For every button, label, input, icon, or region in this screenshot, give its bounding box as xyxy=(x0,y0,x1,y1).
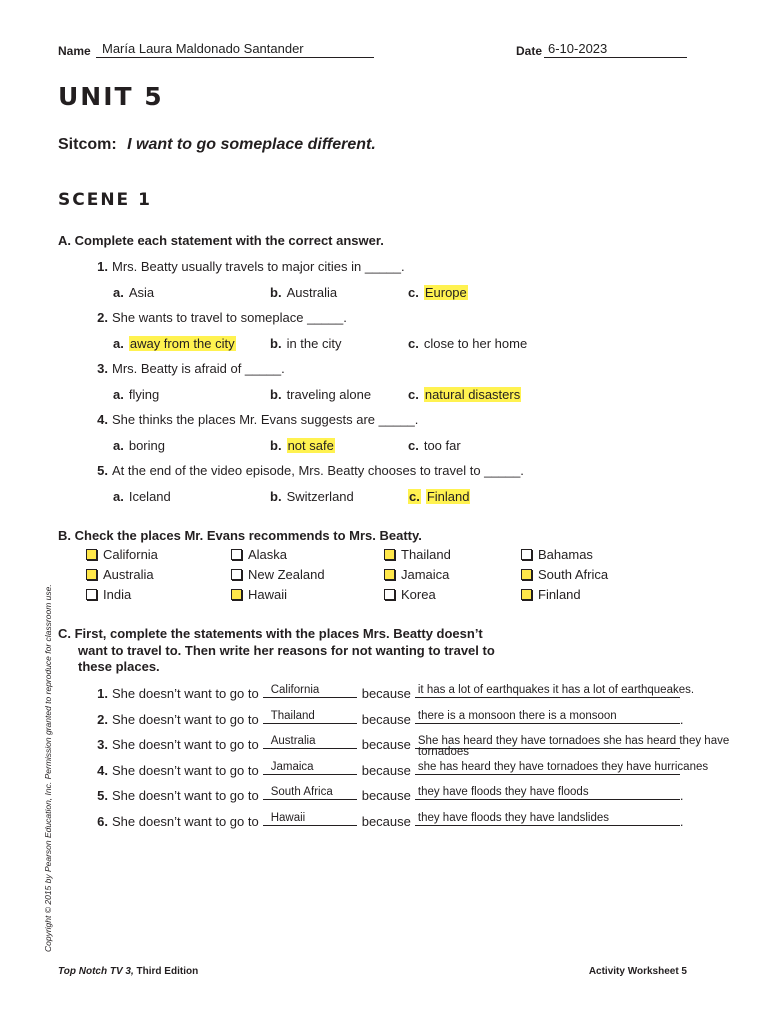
row-number: 4. xyxy=(97,762,108,778)
row-number: 3. xyxy=(97,737,108,753)
checkbox-icon[interactable] xyxy=(231,569,242,580)
option-text: natural disasters xyxy=(424,387,521,402)
because-label: because xyxy=(361,686,411,701)
reason-blank[interactable] xyxy=(415,813,680,826)
question xyxy=(88,310,347,325)
date-field[interactable] xyxy=(544,42,687,58)
reason-blank[interactable] xyxy=(415,787,680,800)
answer-option[interactable] xyxy=(270,387,371,402)
reason-answer: She has heard they have tornadoes she has heard they have tornadoes xyxy=(417,735,730,759)
checkbox-label: New Zealand xyxy=(248,567,325,582)
option-letter: c. xyxy=(409,489,420,504)
place-blank[interactable] xyxy=(263,685,357,698)
place-answer: California xyxy=(270,684,320,696)
place-checkbox[interactable] xyxy=(86,587,131,602)
sitcom-label: Sitcom: xyxy=(58,136,117,153)
place-checkbox[interactable] xyxy=(384,567,449,582)
option-text: not safe xyxy=(287,438,334,453)
question xyxy=(88,412,418,427)
question-text: She thinks the places Mr. Evans suggests are _____. xyxy=(112,412,419,427)
reason-row xyxy=(88,711,684,727)
row-number: 2. xyxy=(97,711,108,727)
reason-blank[interactable] xyxy=(415,711,680,724)
place-blank[interactable] xyxy=(263,736,357,749)
place-checkbox[interactable] xyxy=(231,567,325,582)
option-text: traveling alone xyxy=(286,387,372,402)
name-label: Name xyxy=(58,44,91,58)
question-text: Mrs. Beatty usually travels to major cities in _____. xyxy=(112,259,405,274)
section-c-heading-line: want to travel to. Then write her reasons for not wanting to travel to xyxy=(78,642,495,658)
option-text: Asia xyxy=(128,285,155,300)
checkbox-icon[interactable] xyxy=(521,549,532,560)
section-c-heading xyxy=(58,626,495,676)
place-answer: Thailand xyxy=(270,709,315,722)
row-prefix: She doesn’t want to go to xyxy=(112,711,259,727)
checkbox-icon[interactable] xyxy=(231,589,242,600)
option-letter: a. xyxy=(113,489,124,504)
question-number: 4. xyxy=(97,412,108,427)
sitcom-title: I want to go someplace different. xyxy=(127,136,376,153)
place-blank[interactable] xyxy=(263,762,357,775)
footer-worksheet: Activity Worksheet 5 xyxy=(588,966,687,977)
answer-option[interactable] xyxy=(113,336,236,351)
question xyxy=(88,361,285,376)
option-text: Australia xyxy=(286,285,338,300)
row-prefix: She doesn’t want to go to xyxy=(112,762,259,778)
place-checkbox[interactable] xyxy=(521,587,581,602)
place-checkbox[interactable] xyxy=(86,547,158,562)
row-end: . xyxy=(679,788,684,804)
answer-option[interactable] xyxy=(408,336,527,351)
answer-option[interactable] xyxy=(408,489,470,504)
option-text: Iceland xyxy=(128,489,171,504)
place-answer: Australia xyxy=(270,735,316,748)
place-blank[interactable] xyxy=(263,711,357,724)
checkbox-label: Australia xyxy=(103,567,154,582)
checkbox-label: Jamaica xyxy=(401,567,450,582)
copyright-notice: Copyright © 2015 by Pearson Education, Inc. Permission granted to reproduce for classroom use. xyxy=(43,584,53,952)
place-checkbox[interactable] xyxy=(384,547,451,562)
question-text: At the end of the video episode, Mrs. Beatty chooses to travel to _____. xyxy=(112,463,524,478)
checkbox-label: Finland xyxy=(538,587,581,602)
checkbox-label: California xyxy=(103,547,158,562)
answer-option[interactable] xyxy=(408,438,461,453)
place-checkbox[interactable] xyxy=(521,547,593,562)
option-letter: c. xyxy=(408,285,419,300)
reason-row xyxy=(88,760,709,778)
question-number: 3. xyxy=(97,361,108,376)
place-answer: South Africa xyxy=(270,786,333,799)
row-number: 6. xyxy=(97,814,108,829)
checkbox-icon[interactable] xyxy=(384,589,395,600)
row-prefix: She doesn’t want to go to xyxy=(112,686,259,701)
footer-book-title: Top Notch TV 3, xyxy=(58,966,134,977)
question-text: She wants to travel to someplace _____. xyxy=(112,310,347,325)
because-label: because xyxy=(361,711,411,727)
answer-option[interactable] xyxy=(408,387,521,402)
section-b-heading: B. Check the places Mr. Evans recommends to Mrs. Beatty. xyxy=(58,528,422,543)
option-letter: b. xyxy=(270,489,282,504)
checkbox-label: South Africa xyxy=(538,567,609,582)
checkbox-icon[interactable] xyxy=(86,549,97,560)
option-letter: c. xyxy=(408,336,419,351)
answer-option[interactable] xyxy=(270,438,335,453)
checkbox-label: Bahamas xyxy=(538,547,593,562)
checkbox-icon[interactable] xyxy=(521,569,532,580)
option-letter: b. xyxy=(270,336,282,351)
question-number: 2. xyxy=(97,310,108,325)
row-prefix: She doesn’t want to go to xyxy=(112,737,259,753)
because-label: because xyxy=(361,788,411,804)
scene-title: SCENE 1 xyxy=(58,190,152,210)
section-c-heading-line: C. First, complete the statements with the places Mrs. Beatty doesn’t xyxy=(58,626,483,641)
footer-edition: Third Edition xyxy=(133,966,199,977)
option-letter: c. xyxy=(408,438,419,453)
date-label: Date xyxy=(516,44,543,58)
place-blank[interactable] xyxy=(263,787,357,800)
option-text: Europe xyxy=(424,285,467,300)
answer-option[interactable] xyxy=(113,438,165,453)
question xyxy=(88,259,405,274)
option-text: too far xyxy=(423,438,461,453)
option-text: Finland xyxy=(426,489,470,504)
because-label: because xyxy=(361,814,411,829)
row-prefix: She doesn’t want to go to xyxy=(112,814,259,829)
checkbox-icon[interactable] xyxy=(384,569,395,580)
sitcom-line xyxy=(58,136,376,154)
row-end: . xyxy=(679,711,684,727)
option-letter: b. xyxy=(270,387,282,402)
row-prefix: She doesn’t want to go to xyxy=(112,788,259,804)
reason-row xyxy=(88,735,730,759)
checkbox-icon[interactable] xyxy=(86,569,97,580)
question-text: Mrs. Beatty is afraid of _____. xyxy=(112,361,285,376)
because-label: because xyxy=(361,762,411,778)
checkbox-label: Korea xyxy=(401,587,436,602)
checkbox-label: Thailand xyxy=(401,547,451,562)
reason-answer: they have floods they have floods xyxy=(417,786,589,799)
option-letter: b. xyxy=(270,438,282,453)
checkbox-icon[interactable] xyxy=(86,589,97,600)
answer-option[interactable] xyxy=(113,489,171,504)
reason-blank[interactable] xyxy=(415,735,730,759)
checkbox-icon[interactable] xyxy=(521,589,532,600)
option-text: away from the city xyxy=(129,336,235,351)
checkbox-label: Hawaii xyxy=(248,587,288,602)
checkbox-icon[interactable] xyxy=(231,549,242,560)
option-letter: b. xyxy=(270,285,282,300)
option-letter: a. xyxy=(113,336,124,351)
date-value: 6-10-2023 xyxy=(548,41,608,56)
option-text: Switzerland xyxy=(286,489,354,504)
place-checkbox[interactable] xyxy=(86,567,154,582)
footer-book xyxy=(58,966,198,977)
option-text: boring xyxy=(128,438,165,453)
answer-option[interactable] xyxy=(270,489,354,504)
reason-blank[interactable] xyxy=(415,760,709,775)
answer-option[interactable] xyxy=(408,285,468,300)
because-label: because xyxy=(361,737,411,753)
place-checkbox[interactable] xyxy=(231,587,287,602)
reason-answer: she has heard they have tornadoes they have hurricanes xyxy=(417,760,709,773)
option-text: flying xyxy=(128,387,160,402)
answer-option[interactable] xyxy=(113,285,154,300)
reason-answer: there is a monsoon there is a monsoon xyxy=(417,709,617,722)
place-answer: Hawaii xyxy=(270,812,306,824)
option-letter: a. xyxy=(113,387,124,402)
answer-option[interactable] xyxy=(270,336,341,351)
place-blank[interactable] xyxy=(263,813,357,826)
name-field[interactable] xyxy=(96,42,374,58)
checkbox-label: Alaska xyxy=(248,547,288,562)
place-answer: Jamaica xyxy=(270,760,314,773)
row-number: 1. xyxy=(97,686,108,701)
question xyxy=(88,463,524,478)
reason-row xyxy=(88,813,684,829)
checkbox-label: India xyxy=(103,587,132,602)
answer-option[interactable] xyxy=(113,387,159,402)
option-text: in the city xyxy=(286,336,342,351)
reason-row xyxy=(88,787,684,803)
reason-row xyxy=(88,684,695,701)
section-a-heading: A. Complete each statement with the correct answer. xyxy=(58,233,384,248)
option-letter: a. xyxy=(113,438,124,453)
option-letter: c. xyxy=(408,387,419,402)
unit-title: UNIT 5 xyxy=(58,82,164,111)
name-value: María Laura Maldonado Santander xyxy=(102,41,304,56)
place-checkbox[interactable] xyxy=(384,587,436,602)
option-text: close to her home xyxy=(423,336,528,351)
reason-blank[interactable] xyxy=(415,684,695,698)
checkbox-icon[interactable] xyxy=(384,549,395,560)
question-number: 5. xyxy=(97,463,108,478)
answer-option[interactable] xyxy=(270,285,337,300)
option-letter: a. xyxy=(113,285,124,300)
reason-answer: they have floods they have landslides xyxy=(417,812,610,824)
place-checkbox[interactable] xyxy=(521,567,608,582)
question-number: 1. xyxy=(97,259,108,274)
row-number: 5. xyxy=(97,788,108,804)
row-end: . xyxy=(679,814,684,829)
place-checkbox[interactable] xyxy=(231,547,287,562)
section-c-heading-line: these places. xyxy=(78,659,160,674)
reason-answer: it has a lot of earthquakes it has a lot of earthqueakes. xyxy=(417,684,695,696)
